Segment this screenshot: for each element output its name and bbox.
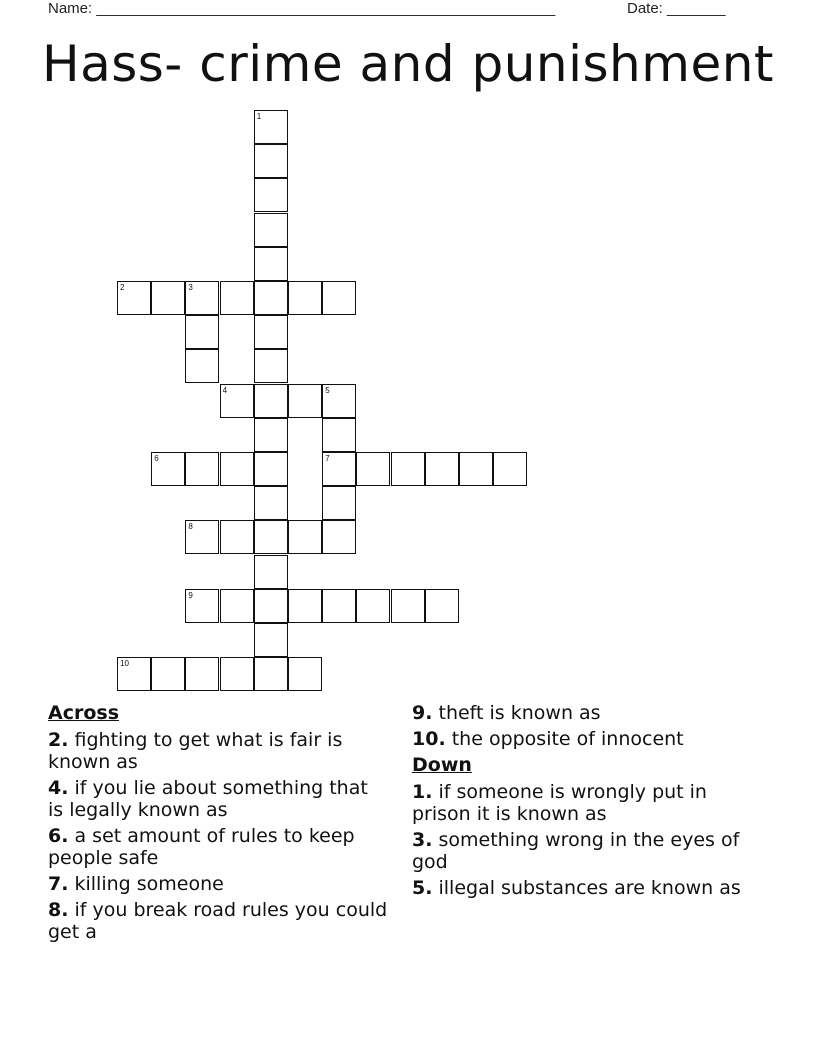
- down-clue: [412, 877, 752, 899]
- grid-cell[interactable]: [254, 349, 288, 383]
- grid-cell[interactable]: [254, 418, 288, 452]
- grid-cell[interactable]: [254, 144, 288, 178]
- grid-cell[interactable]: [254, 281, 288, 315]
- grid-cell[interactable]: [322, 589, 356, 623]
- cell-number: 7: [325, 454, 330, 463]
- grid-cell[interactable]: [254, 623, 288, 657]
- grid-cell[interactable]: [322, 384, 356, 418]
- grid-cell[interactable]: [254, 315, 288, 349]
- grid-cell[interactable]: [254, 486, 288, 520]
- grid-cell[interactable]: [185, 452, 219, 486]
- across-clue: [48, 777, 388, 821]
- grid-cell[interactable]: [322, 486, 356, 520]
- cell-number: 2: [120, 283, 125, 292]
- clue-number: 7.: [48, 873, 69, 895]
- grid-cell[interactable]: [185, 281, 219, 315]
- across-clue: [412, 728, 752, 750]
- grid-cell[interactable]: [254, 520, 288, 554]
- down-heading: Down: [412, 754, 472, 776]
- cell-number: 8: [188, 522, 193, 532]
- down-clue: [412, 781, 752, 825]
- grid-cell[interactable]: [322, 452, 356, 486]
- grid-cell[interactable]: [356, 452, 390, 486]
- grid-cell[interactable]: [288, 384, 322, 418]
- grid-cell[interactable]: [220, 657, 254, 691]
- grid-cell[interactable]: [220, 281, 254, 315]
- grid-cell[interactable]: [425, 589, 459, 623]
- grid-cell[interactable]: [220, 452, 254, 486]
- clue-text: the opposite of innocent: [451, 728, 684, 750]
- across-clue: [412, 702, 752, 724]
- across-clue: [48, 825, 388, 869]
- clue-text: if you lie about something that is legally known as: [48, 777, 368, 821]
- page-title: Hass- crime and punishment: [41, 35, 775, 93]
- grid-cell[interactable]: [254, 247, 288, 281]
- cell-number: 1: [256, 112, 262, 121]
- across-clue: [48, 729, 388, 773]
- grid-cell[interactable]: [288, 657, 322, 691]
- grid-cell[interactable]: [288, 589, 322, 623]
- grid-cell[interactable]: [185, 520, 219, 554]
- grid-cell[interactable]: [254, 110, 288, 144]
- grid-cell[interactable]: [185, 315, 219, 349]
- grid-cell[interactable]: [254, 213, 288, 247]
- grid-cell[interactable]: [254, 555, 288, 589]
- grid-cell[interactable]: [391, 589, 425, 623]
- grid-cell[interactable]: [493, 452, 527, 486]
- grid-cell[interactable]: [322, 281, 356, 315]
- grid-cell[interactable]: [254, 384, 288, 418]
- clues-column-left: [48, 702, 388, 947]
- clue-number: 3.: [412, 829, 433, 851]
- grid-cell[interactable]: [254, 657, 288, 691]
- cell-number: 5: [325, 385, 330, 395]
- date-field-label[interactable]: Date: _______: [627, 0, 726, 17]
- clue-number: 6.: [48, 825, 69, 847]
- cell-number: 10: [120, 659, 129, 669]
- across-heading: Across: [48, 702, 120, 724]
- grid-cell[interactable]: [185, 657, 219, 691]
- clue-text: something wrong in the eyes of god: [412, 829, 740, 873]
- clue-number: 10.: [412, 728, 446, 750]
- clue-text: killing someone: [74, 873, 224, 895]
- clue-text: theft is known as: [438, 702, 601, 724]
- clue-text: a set amount of rules to keep people safe: [48, 825, 355, 869]
- across-clue: [48, 899, 388, 943]
- grid-cell[interactable]: [459, 452, 493, 486]
- grid-cell[interactable]: [151, 657, 185, 691]
- grid-cell[interactable]: [288, 281, 322, 315]
- grid-cell[interactable]: [322, 418, 356, 452]
- clue-number: 5.: [412, 877, 433, 899]
- clue-number: 1.: [412, 781, 433, 803]
- cell-number: 6: [154, 454, 159, 463]
- grid-cell[interactable]: [117, 281, 151, 315]
- clue-number: 4.: [48, 777, 69, 799]
- name-field-label[interactable]: Name: _______________________________________________________: [48, 0, 556, 17]
- grid-cell[interactable]: [425, 452, 459, 486]
- grid-cell[interactable]: [391, 452, 425, 486]
- grid-cell[interactable]: [151, 452, 185, 486]
- cell-number: 3: [188, 283, 193, 292]
- clue-text: fighting to get what is fair is known as: [48, 729, 343, 773]
- grid-cell[interactable]: [254, 452, 288, 486]
- cell-number: 4: [222, 385, 228, 395]
- grid-cell[interactable]: [220, 384, 254, 418]
- grid-cell[interactable]: [151, 281, 185, 315]
- down-clue: [412, 829, 752, 873]
- grid-cell[interactable]: [220, 520, 254, 554]
- grid-cell[interactable]: [254, 589, 288, 623]
- clue-number: 8.: [48, 899, 69, 921]
- grid-cell[interactable]: [117, 657, 151, 691]
- cell-number: 9: [188, 590, 193, 600]
- grid-cell[interactable]: [185, 349, 219, 383]
- grid-cell[interactable]: [220, 589, 254, 623]
- clue-number: 2.: [48, 729, 69, 751]
- clue-number: 9.: [412, 702, 433, 724]
- clues-column-right: [412, 702, 752, 903]
- grid-cell[interactable]: [288, 520, 322, 554]
- grid-cell[interactable]: [356, 589, 390, 623]
- grid-cell[interactable]: [254, 178, 288, 212]
- across-clue: [48, 873, 388, 895]
- clue-text: if someone is wrongly put in prison it is known as: [412, 781, 707, 825]
- clue-text: if you break road rules you could get a: [48, 899, 388, 943]
- clue-text: illegal substances are known as: [438, 877, 741, 899]
- grid-cell[interactable]: [185, 589, 219, 623]
- grid-cell[interactable]: [322, 520, 356, 554]
